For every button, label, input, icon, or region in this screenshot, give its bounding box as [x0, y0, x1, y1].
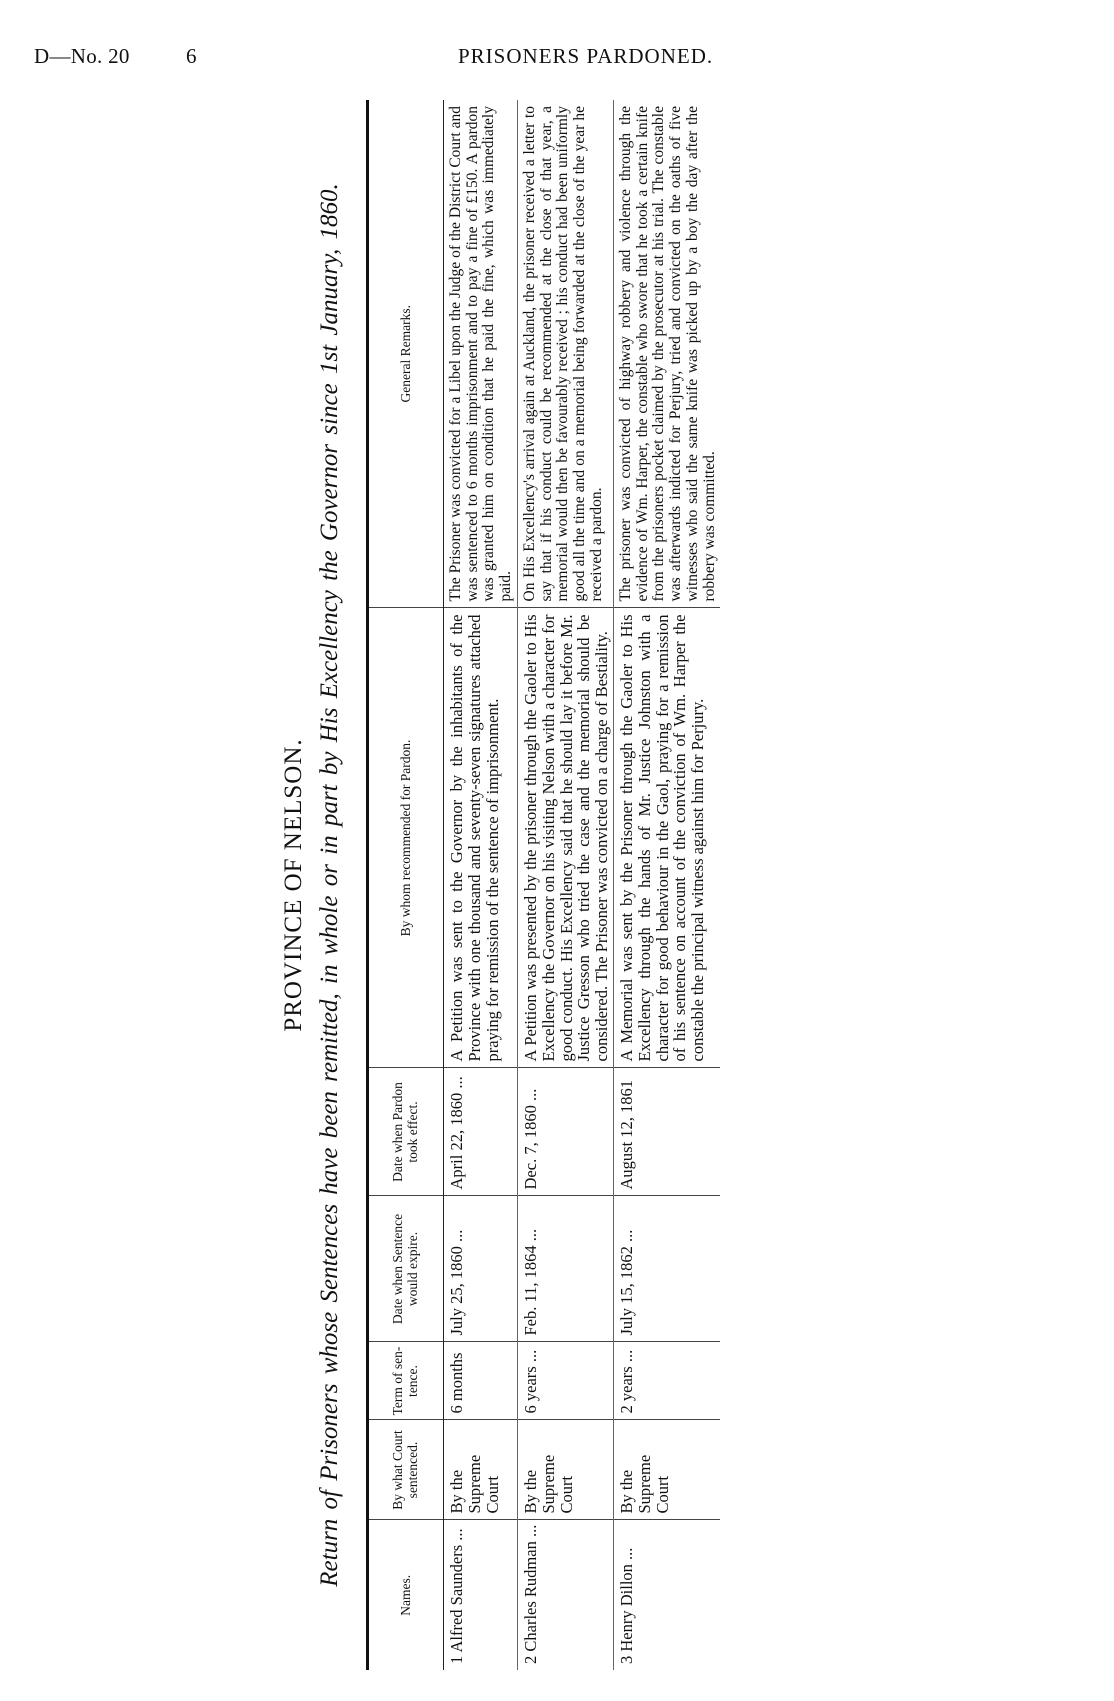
table-header-row	[368, 100, 444, 1670]
col-header-court: By what Court sentenced.	[368, 1420, 444, 1520]
prisoners-table	[366, 100, 720, 1670]
cell-pardon: August 12, 1861	[614, 1068, 721, 1196]
return-subtitle: Return of Prisoners whose Sentences have been remitted, in whole or in part by His Excellency the Governor since 1st January, 1860.	[316, 183, 343, 1587]
col-header-pardon: Date when Pardon took effect.	[368, 1068, 444, 1196]
cell-term: 6 months	[444, 1342, 518, 1420]
document-number: D—No. 20	[34, 44, 130, 68]
cell-expire: July 25, 1860 ...	[444, 1196, 518, 1342]
col-header-recommended: By whom recommended for Pardon.	[368, 608, 444, 1068]
cell-term: 2 years ...	[614, 1342, 721, 1420]
cell-recommended: A Petition was presented by the prisoner through the Gaoler to His Excellency the Governor on his visiting Nelson with a character for good conduct. His Excellency said that he should lay it before Mr. Justice Gresson who tried the case and the memorial should be considered. The Prisoner was convicted on a charge of Bestiality.	[517, 608, 613, 1068]
table-row	[517, 100, 613, 1670]
table-row	[444, 100, 518, 1670]
col-header-remarks: General Remarks.	[368, 100, 444, 608]
cell-remarks: The prisoner was convicted of highway robbery and violence through the evidence of Wm. Harper, the constable who swore that he took a certain knife from the prisoners pocket claimed by the prosecutor at his trial. The constable was afterwards indicted for Perjury, tried and convicted on the oaths of five witnesses who said the same knife was picked up by a boy the day after the robbery was committed.	[614, 100, 721, 608]
col-header-names: Names.	[368, 1520, 444, 1670]
cell-pardon: Dec. 7, 1860 ...	[517, 1068, 613, 1196]
cell-court: By the Supreme Court	[517, 1420, 613, 1520]
table-row	[614, 100, 721, 1670]
cell-name: 3 Henry Dillon ...	[617, 1547, 636, 1664]
province-title: PROVINCE OF NELSON.	[280, 738, 307, 1032]
cell-name: 2 Charles Rudman ...	[517, 1520, 613, 1670]
cell-remarks: On His Excellency's arrival again at Auckland, the prisoner received a letter to say that if his conduct could be recommended at the close of that year, a memorial would then be favourably received ; his conduct had been uniformly good all the time and on a memorial being forwarded at the close of the year he received a pardon.	[517, 100, 613, 608]
col-header-expire: Date when Sentence would expire.	[368, 1196, 444, 1342]
cell-court: By the Supreme Court	[444, 1420, 518, 1520]
cell-recommended: A Petition was sent to the Governor by the inhabitants of the Province with one thousand and seventy-seven signatures attached praying for remission of the sentence of imprisonment.	[444, 608, 518, 1068]
cell-expire: Feb. 11, 1864 ...	[517, 1196, 613, 1342]
section-title: PRISONERS PARDONED.	[458, 44, 714, 68]
cell-court: By the Supreme Court	[614, 1420, 721, 1520]
cell-expire: July 15, 1862 ...	[614, 1196, 721, 1342]
col-header-term: Term of sen-tence.	[368, 1342, 444, 1420]
cell-pardon: April 22, 1860 ...	[444, 1068, 518, 1196]
cell-remarks: The Prisoner was convicted for a Libel upon the Judge of the District Court and was sentenced to 6 months imprisonment and to pay a fine of £150. A pardon was granted him on condition that he paid the fine, which was immediately paid.	[444, 100, 518, 608]
cell-term: 6 years ...	[517, 1342, 613, 1420]
cell-recommended: A Memorial was sent by the Prisoner through the Gaoler to His Excellency through the hands of Mr. Justice Johnston with a character for good behaviour in the Gaol, praying for a remission of his sentence on account of the conviction of Wm. Harper the constable the principal witness against him for Perjury.	[614, 608, 721, 1068]
page-number: 6	[186, 44, 197, 68]
rotated-return-block	[280, 100, 1010, 1670]
cell-name: 1 Alfred Saunders ...	[444, 1520, 518, 1670]
